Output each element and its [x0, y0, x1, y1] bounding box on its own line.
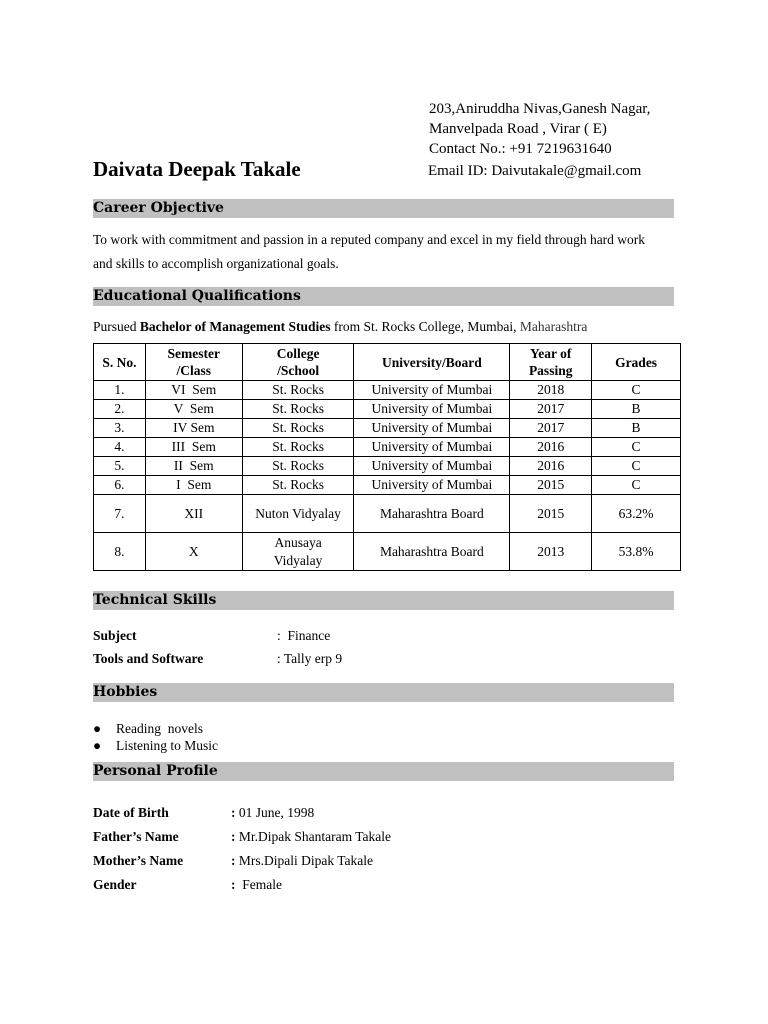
- cell-semester: XII: [145, 495, 242, 533]
- cell-sno: 2.: [94, 400, 146, 419]
- career-objective-line-1: To work with commitment and passion in a reputed company and excel in my field through hard work: [93, 232, 646, 247]
- career-objective-line-2: and skills to accomplish organizational goals.: [93, 256, 339, 271]
- col-header-university: University/Board: [354, 344, 510, 381]
- tools-label: Tools and Software: [93, 651, 204, 666]
- list-item: [93, 720, 203, 737]
- education-intro: [93, 315, 693, 339]
- cell-university: University of Mumbai: [354, 419, 510, 438]
- cell-college: Nuton Vidyalay: [242, 495, 354, 533]
- cell-year: 2017: [510, 400, 592, 419]
- cell-college: St. Rocks: [242, 457, 354, 476]
- cell-semester: III Sem: [145, 438, 242, 457]
- cell-grade: C: [592, 476, 681, 495]
- subject-value: : Finance: [277, 628, 331, 643]
- cell-grade: B: [592, 400, 681, 419]
- dob-label: Date of Birth: [93, 805, 169, 820]
- cell-grade: C: [592, 457, 681, 476]
- cell-year: 2013: [510, 533, 592, 571]
- cell-semester: I Sem: [145, 476, 242, 495]
- gender-value: : Female: [231, 877, 282, 892]
- address-line-1: 203,Aniruddha Nivas,Ganesh Nagar,: [429, 101, 651, 117]
- cell-college: St. Rocks: [242, 476, 354, 495]
- cell-sno: 1.: [94, 381, 146, 400]
- cell-sno: 8.: [94, 533, 146, 571]
- table-row: [94, 533, 681, 571]
- cell-year: 2016: [510, 457, 592, 476]
- col-header-year: Year of Passing: [510, 344, 592, 381]
- cell-sno: 4.: [94, 438, 146, 457]
- table-row: [94, 400, 681, 419]
- cell-college: St. Rocks: [242, 381, 354, 400]
- cell-semester: IV Sem: [145, 419, 242, 438]
- father-name-label: Father’s Name: [93, 829, 179, 844]
- cell-sno: 6.: [94, 476, 146, 495]
- cell-university: University of Mumbai: [354, 381, 510, 400]
- cell-college: Anusaya Vidyalay: [242, 533, 354, 571]
- col-header-grades: Grades: [592, 344, 681, 381]
- section-heading-hobbies: Hobbies: [93, 683, 674, 702]
- table-row: [94, 457, 681, 476]
- email-address: Email ID: Daivutakale@gmail.com: [428, 163, 642, 179]
- mother-name-value: : Mrs.Dipali Dipak Takale: [231, 853, 374, 868]
- cell-sno: 7.: [94, 495, 146, 533]
- cell-sno: 5.: [94, 457, 146, 476]
- cell-grade: B: [592, 419, 681, 438]
- mother-name-label: Mother’s Name: [93, 853, 184, 868]
- table-row: [94, 438, 681, 457]
- table-row: [94, 476, 681, 495]
- cell-college: St. Rocks: [242, 419, 354, 438]
- cell-university: University of Mumbai: [354, 438, 510, 457]
- hobby-text: Listening to Music: [116, 738, 218, 753]
- intro-prefix: Pursued: [93, 319, 140, 334]
- cell-semester: II Sem: [145, 457, 242, 476]
- table-row: [94, 419, 681, 438]
- table-row: [94, 495, 681, 533]
- cell-grade: 53.8%: [592, 533, 681, 571]
- section-heading-career: Career Objective: [93, 199, 674, 218]
- intro-suffix: from St. Rocks College, Mumbai,: [330, 319, 520, 334]
- cell-year: 2016: [510, 438, 592, 457]
- dob-value: : 01 June, 1998: [231, 805, 315, 820]
- bullet-icon: ●: [93, 721, 102, 736]
- cell-year: 2015: [510, 495, 592, 533]
- cell-university: University of Mumbai: [354, 476, 510, 495]
- father-name-value: : Mr.Dipak Shantaram Takale: [231, 829, 392, 844]
- tools-value: : Tally erp 9: [277, 651, 343, 666]
- section-heading-education: Educational Qualifications: [93, 287, 674, 306]
- cell-year: 2018: [510, 381, 592, 400]
- gender-label: Gender: [93, 877, 137, 892]
- table-header-row: [94, 344, 681, 381]
- cell-sno: 3.: [94, 419, 146, 438]
- degree-name: Bachelor of Management Studies: [139, 319, 331, 334]
- hobby-text: Reading novels: [116, 721, 203, 736]
- cell-grade: C: [592, 381, 681, 400]
- cell-year: 2015: [510, 476, 592, 495]
- cell-year: 2017: [510, 419, 592, 438]
- cell-university: Maharashtra Board: [354, 495, 510, 533]
- col-header-semester: Semester /Class: [145, 344, 242, 381]
- candidate-name: Daivata Deepak Takale: [93, 157, 301, 181]
- subject-label: Subject: [93, 628, 137, 643]
- education-table: [93, 343, 681, 571]
- cell-university: University of Mumbai: [354, 457, 510, 476]
- bullet-icon: ●: [93, 738, 102, 753]
- col-header-college: College /School: [242, 344, 354, 381]
- cell-university: Maharashtra Board: [354, 533, 510, 571]
- intro-place: Maharashtra: [519, 319, 588, 334]
- list-item: [93, 737, 218, 754]
- section-heading-personal: Personal Profile: [93, 762, 674, 781]
- cell-semester: X: [145, 533, 242, 571]
- table-row: [94, 381, 681, 400]
- address-line-2: Manvelpada Road , Virar ( E): [429, 121, 607, 137]
- cell-grade: 63.2%: [592, 495, 681, 533]
- cell-semester: V Sem: [145, 400, 242, 419]
- cell-college: St. Rocks: [242, 438, 354, 457]
- section-heading-skills: Technical Skills: [93, 591, 674, 610]
- cell-semester: VI Sem: [145, 381, 242, 400]
- cell-college: St. Rocks: [242, 400, 354, 419]
- col-header-sno: S. No.: [94, 344, 146, 381]
- contact-number: Contact No.: +91 7219631640: [429, 141, 612, 157]
- cell-grade: C: [592, 438, 681, 457]
- cell-university: University of Mumbai: [354, 400, 510, 419]
